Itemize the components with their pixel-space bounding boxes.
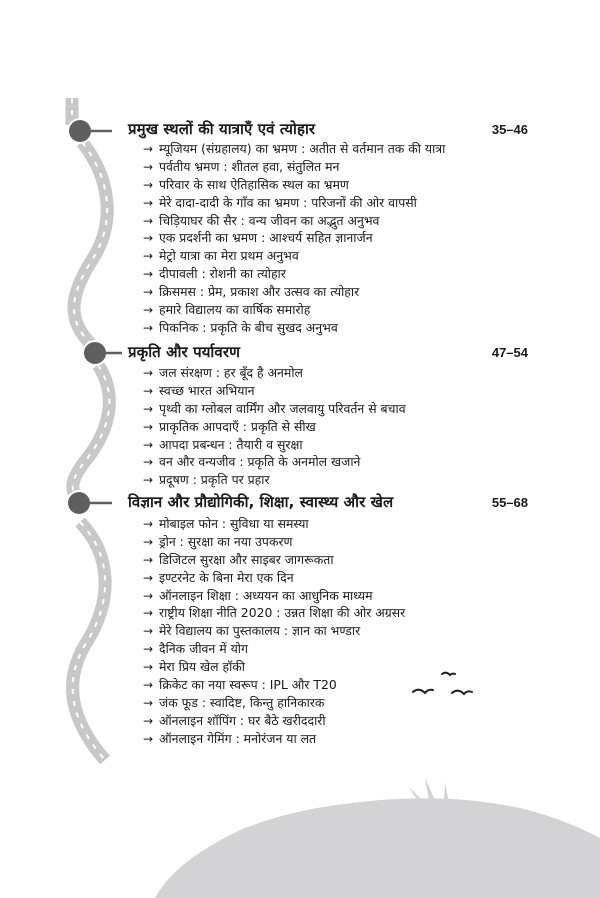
arrow-icon: →	[143, 678, 154, 693]
list-item: → वन और वन्यजीव : प्रकृति के अनमोल खजाने	[143, 453, 406, 471]
list-item: → एक प्रदर्शनी का भ्रमण : आश्चर्य सहित ज्ञानार्जन	[143, 229, 445, 247]
list-item: → जंक फूड : स्वादिष्ट, किन्तु हानिकारक	[143, 694, 405, 712]
arrow-icon: →	[143, 366, 154, 380]
topic-list	[143, 140, 445, 337]
hill-silhouette-icon	[155, 778, 600, 898]
list-item: → मेट्रो यात्रा का मेरा प्रथम अनुभव	[143, 247, 445, 265]
arrow-icon: →	[143, 534, 154, 549]
arrow-icon: →	[143, 177, 154, 192]
arrow-icon: →	[143, 320, 154, 335]
arrow-icon: →	[143, 455, 154, 470]
arrow-icon: →	[143, 713, 154, 728]
arrow-icon: →	[143, 195, 154, 210]
list-item: → पिकनिक : प्रकृति के बीच सुखद अनुभव	[143, 319, 445, 337]
arrow-icon: →	[143, 660, 154, 675]
list-item: → ऑनलाइन गेमिंग : मनोरंजन या लत	[143, 730, 405, 748]
section-title: विज्ञान और प्रौद्योगिकी, शिक्षा, स्वास्थ्य और खेल	[128, 493, 394, 511]
arrow-icon: →	[143, 695, 154, 710]
arrow-icon: →	[143, 159, 154, 174]
topic-list	[143, 515, 405, 748]
arrow-icon: →	[143, 731, 154, 746]
list-item: → पर्वतीय भ्रमण : शीतल हवा, संतुलित मन	[143, 158, 445, 176]
section-heading	[128, 492, 528, 512]
list-item: → दैनिक जीवन में योग	[143, 640, 405, 658]
arrow-icon: →	[143, 570, 154, 585]
list-item: → जल संरक्षण : हर बूँद है अनमोल	[143, 364, 406, 382]
list-item: → आपदा प्रबन्धन : तैयारी व सुरक्षा	[143, 436, 406, 454]
arrow-icon: →	[143, 213, 154, 228]
topic-list	[143, 364, 406, 489]
arrow-icon: →	[143, 419, 154, 434]
arrow-icon: →	[143, 624, 154, 639]
arrow-icon: →	[143, 552, 154, 567]
section-title: प्रमुख स्थलों की यात्राएँ एवं त्योहार	[128, 120, 316, 138]
page-range: 55–68	[491, 495, 528, 510]
list-item: → क्रिकेट का नया स्वरूप : IPL और T20	[143, 676, 405, 694]
birds-icon	[413, 673, 472, 694]
list-item: → मोबाइल फोन : सुविधा या समस्या	[143, 515, 405, 533]
list-item: → ऑनलाइन शिक्षा : अध्ययन का आधुनिक माध्यम	[143, 587, 405, 605]
list-item: → मेरे दादा-दादी के गाँव का भ्रमण : परिजनों की ओर वापसी	[143, 194, 445, 212]
list-item: → हमारे विद्यालय का वार्षिक समारोह	[143, 301, 445, 319]
arrow-icon: →	[143, 231, 154, 246]
list-item: → क्रिसमस : प्रेम, प्रकाश और उत्सव का त्योहार	[143, 283, 445, 301]
list-item: → मेरे विद्यालय का पुस्तकालय : ज्ञान का भण्डार	[143, 622, 405, 640]
arrow-icon: →	[143, 437, 154, 452]
section-bullet-icon	[82, 340, 122, 366]
section-title: प्रकृति और पर्यावरण	[128, 343, 241, 361]
list-item: → राष्ट्रीय शिक्षा नीति 2020 : उन्नत शिक्षा की ओर अग्रसर	[143, 604, 405, 622]
list-item: → ड्रोन : सुरक्षा का नया उपकरण	[143, 533, 405, 551]
list-item: → इण्टरनेट के बिना मेरा एक दिन	[143, 569, 405, 587]
section-heading	[128, 119, 528, 139]
list-item: → डिजिटल सुरक्षा और साइबर जागरूकता	[143, 551, 405, 569]
arrow-icon: →	[143, 249, 154, 264]
page-range: 35–46	[491, 122, 528, 137]
list-item: → चिड़ियाघर की सैर : वन्य जीवन का अद्भुत अनुभव	[143, 212, 445, 230]
list-item: → स्वच्छ भारत अभियान	[143, 382, 406, 400]
page-range: 47–54	[491, 345, 528, 360]
list-item: → ऑनलाइन शॉपिंग : घर बैठे खरीददारी	[143, 712, 405, 730]
arrow-icon: →	[143, 303, 154, 318]
list-item: → पृथ्वी का ग्लोबल वार्मिंग और जलवायु परिवर्तन से बचाव	[143, 400, 406, 418]
list-item: → प्रदूषण : प्रकृति पर प्रहार	[143, 471, 406, 489]
section-heading	[128, 342, 528, 362]
arrow-icon: →	[143, 267, 154, 282]
section-bullet-icon	[66, 490, 112, 516]
list-item: → म्यूजियम (संग्रहालय) का भ्रमण : अतीत से वर्तमान तक की यात्रा	[143, 140, 445, 158]
list-item: → प्राकृतिक आपदाएँ : प्रकृति से सीख	[143, 418, 406, 436]
arrow-icon: →	[143, 517, 154, 531]
arrow-icon: →	[143, 473, 154, 488]
list-item: → परिवार के साथ ऐतिहासिक स्थल का भ्रमण	[143, 176, 445, 194]
list-item: → मेरा प्रिय खेल हॉकी	[143, 658, 405, 676]
section-bullet-icon	[67, 118, 112, 144]
arrow-icon: →	[143, 642, 154, 657]
arrow-icon: →	[143, 383, 154, 398]
arrow-icon: →	[143, 588, 154, 603]
arrow-icon: →	[143, 142, 154, 156]
winding-road-icon	[70, 98, 109, 760]
arrow-icon: →	[143, 285, 154, 300]
list-item: → दीपावली : रोशनी का त्योहार	[143, 265, 445, 283]
arrow-icon: →	[143, 401, 154, 416]
arrow-icon: →	[143, 606, 154, 621]
